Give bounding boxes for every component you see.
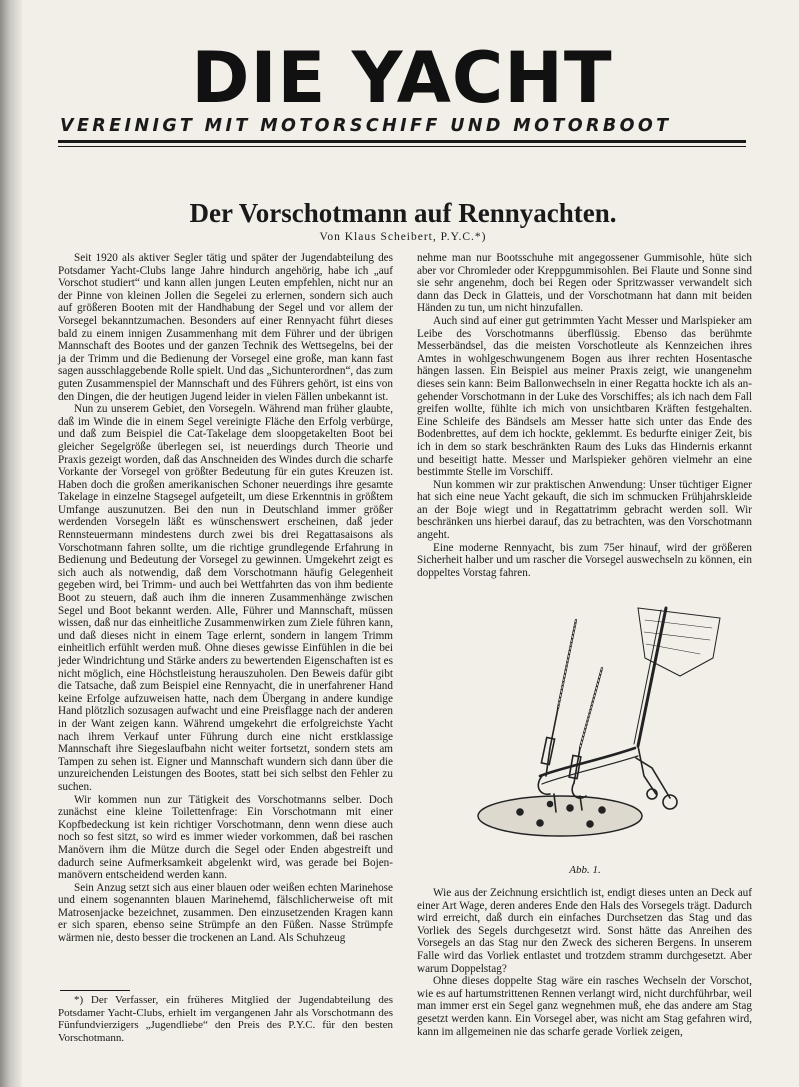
paragraph: Wir kommen nun zur Tätigkeit des Vorschotmanns selber. Doch zunächst eine kleine Toilettenfrage: Ein Vorschotmann mit einer Kopfbedeckung ist kein richtiger Vorschotmann, denn wenn diese auch noch so fest sitzt, so wird es immer wieder vorkommen, daß bei raschen Manövern ihm die Mütze durch die Segel oder Enden abgestreift und dadurch seine Aufmerksamkeit abgelenkt wird, was gerade bei Bojenmanövern entscheidend werden kann. (58, 793, 393, 882)
paragraph: Ohne dieses doppelte Stag wäre ein rasches Wechseln der Vorschot, wie es auf hartumstrittenen Rennen verlangt wird, nicht durchführbar, weil man immer erst ein Segel ganz wegnehmen muß, ehe das andere am Stag gesetzt werden kann. Ein Vorsegel aber, was nicht am Stag gefahren wird, kann im allgemeinen nie das scharfe gerade Vorliek zeigen, (417, 975, 752, 1038)
footnote-rule (60, 990, 130, 991)
right-column-top (417, 252, 752, 579)
right-column-bottom (417, 887, 752, 1038)
paragraph: Nun zu unserem Gebiet, den Vorsegeln. Während man früher glaubte, daß im Winde die in einem Segel vereinigte Fläche den Erfolg verbürge, und daß zum Beispiel die Cat-Takelage dem sloopgetakelten Boot bei gleicher Segelgröße überlegen sei, ist neuerdings durch Theorie und Praxis gezeigt worden, daß das Anschneiden des Windes durch die scharfe Vorkante der Vorsegel von größter Bedeutung für ein gutes Kreuzen ist. Haben doch die großen amerikanischen Schoner neuerdings ihre gesamte Takelage in einzelne Stagsegel aufgeteilt, um diese Erkenntnis in größtem Umfange auszunutzen. Bei den nun in Deutschland immer größer werdenden Vorsegeln läßt es wünschenswert erscheinen, daß jeder Rennsteuermann mindestens durch zwei bis drei Regattasaisons als Vorschotmann fahren sollte, um die richtige grundlegende Erfahrung in Bedienung und Bedeutung der Vorsegel zu gewinnen. Umgekehrt zeigt es sich auch als notwendig, daß dem Vorschotmann häufig Gelegenheit gegeben wird, bei Trimm- und auch bei Wettfahrten das von ihm bediente Boot zu steuern, daß auch ihm die inneren Zusammenhänge zwischen Segel und Boot bekannt werden. Alle, Führer und Mannschaft, müssen wissen, daß nur das einheitliche Zusammenwirken zum Ziele führen kann, und daß dieses nicht in einem Tage erlernt, sondern in langem Trimm einheitlich erfühlt werden muß. Ohne dieses gewisse Einfühlen in die bei jeder Windrichtung und Stärke anders zu bewertenden Eigenschaften ist es nicht möglich, eine Höchstleistung herauszuholen. Den Beweis dafür gibt die Tatsache, daß zum Beispiel eine Rennyacht, die in unerfahrener Hand keine Erfolge aufzuweisen hatte, nach dem Übergang in andere kundige Hand plötzlich sozusagen aufwacht und eine Preisflagge nach der anderen in der Want zeigen kann. Während umgekehrt die erfolgreichste Yacht nach ihrem Verkauf unter Führung durch eine nicht erstklassige Mannschaft ihre Siegeslaufbahn nicht weiter fortsetzt, sondern stets am Tampen zu sehen ist. Eigner und Mannschaft wundern sich dann über die unzureichenden Leistungen des Bootes, statt bei sich selbst den Fehler zu suchen. (58, 403, 393, 793)
paragraph: Nun kommen wir zur praktischen Anwendung: Unser tüchtiger Eigner hat sich eine neue Yacht gekauft, die sich im schmucken Frühjahrskleide an der Boje wiegt und in Regattatrimm gebracht werden soll. Wir beschränken uns hierbei darauf, das zu betrachten, was den Vorschotmann angeht. (417, 478, 752, 542)
article-title: Der Vorschotmann auf Rennyachten. (189, 198, 617, 228)
footnote: *) Der Verfasser, ein früheres Mitglied der Jugendabteilung des Potsdamer Yacht-Clubs, erhielt im vergangenen Jahr als Vorschotmann des Fünfundvierzigers „Jugendliebe“ den Preis des P.Y.C. für den besten Vorschotmann. (58, 994, 393, 1044)
magazine-subtitle: VEREINIGT MIT MOTORSCHIFF UND MOTORBOOT (60, 116, 672, 136)
figure-caption: Abb. 1. (569, 864, 601, 876)
forestay-illustration (430, 598, 730, 850)
paragraph: Eine moderne Rennyacht, bis zum 75er hinauf, wird der größeren Sicherheit halber und um rascher die Vorsegel auswechseln zu können, ein doppeltes Vorstag fahren. (417, 541, 752, 579)
page-binding-shadow (0, 0, 22, 1087)
article-byline: Von Klaus Scheibert, P.Y.C.*) (319, 231, 487, 243)
masthead-rule-thick (58, 140, 746, 143)
magazine-title: DIE YACHT (191, 37, 613, 119)
masthead-rule-thin (58, 146, 746, 147)
paragraph: Seit 1920 als aktiver Segler tätig und später der Jugendabteilung des Potsdamer Yacht-Clubs lange Jahre hindurch angehörig, habe ich „auf Vorschot studiert“ und kann allen jungen Leuten empfehlen, nicht nur an der Pinne von kleinen Jollen die Segelei zu erlernen, sondern sich auch auf größeren Booten mit der Handhabung der Segel und vor allem der Vorsegel bekanntzumachen. Besonders auf einer Rennyacht führt dieses bald zu einem innigen Zusammenhang mit dem Führer und der übrigen Mannschaft des Bootes und der ganzen Technik des Wettsegelns, bei der ja der Trimm und die Bedienung der Vorsegel eine große, man kann fast sagen ausschlaggebende Rolle spielt. Und das „Sichunterordnen“, das zum guten Zusammenspiel der Mannschaft und des Führers gehört, ist eins von den Dingen, die der heutigen Jugend leider in vielen Fällen unbekannt ist. (58, 252, 393, 403)
paragraph: Auch sind auf einer gut getrimmten Yacht Messer und Marlspieker am Leibe des Vorschotmanns überflüssig. Ebenso das berühmte Messerbändsel, das die meisten Vorschotleute als Kennzeichen ihres Amtes in wohlgeschwungenem Bogen aus ihrer rechten Hosentasche hängen lassen. Ein Beispiel aus meiner Praxis zeigt, wie unangenehm dieses sein kann: Beim Ballonwechseln in einer Regatta hockte ich als angehender Vorschotmann in der Luke des Vorschiffes; als ich nach dem Fall greifen wollte, fühlte ich mich von unsichtbaren Kräften festgehalten. Eine Schleife des Bändsels am Messer hatte sich unter das Ende des Bodenbrettes, auf dem ich hockte, geklemmt. Es bedurfte einiger Zeit, bis ich in dem so stark beschränkten Raum des Luks das Hindernis erkannt und beseitigt hatte. Messer und Marlspieker gehören vielmehr an eine bestimmte Stelle im Vorschiff. (417, 314, 752, 479)
masthead (52, 37, 752, 136)
paragraph: Wie aus der Zeichnung ersichtlich ist, endigt dieses unten an Deck auf einer Art Wage, deren anderes Ende den Hals des Vorsegels trägt. Dadurch wird erreicht, daß durch ein einfaches Durchsetzen das Stag und das Vorliek des Segels durchgesetzt wird. Sonst hätte das Anreihen des Vorsegels an das Stag nur den Zweck des sicheren Bergens. In unserem Falle wird das Vorliek entlastet und trotzdem stramm durchgesetzt. Aber warum Doppelstag? (417, 887, 752, 975)
paragraph: nehme man nur Bootsschuhe mit angegossener Gummisohle, hüte sich aber vor Chromleder oder Kreppgummisohlen. Bei Flaute und Sonne sind sie sehr angenehm, doch bei Regen oder Spritzwasser verwandelt sich dann das Deck in Glatteis, und der Vorschotmann hat dann mit beiden Händen zu tun, um nicht hinzufallen. (417, 252, 752, 315)
paragraph: Sein Anzug setzt sich aus einer blauen oder weißen echten Marinehose und einem sogenannten blauen Marinehemd, fälschlicherweise oft mit Matrosenjacke bezeichnet, zusammen. Den einzusetzenden Kragen kann er sich sparen, ebenso seine Strümpfe an den Füßen. Nasse Strümpfe wärmen nie, desto besser die trockenen an Land. Als Schuhzeug (58, 881, 393, 945)
left-column (58, 252, 393, 945)
